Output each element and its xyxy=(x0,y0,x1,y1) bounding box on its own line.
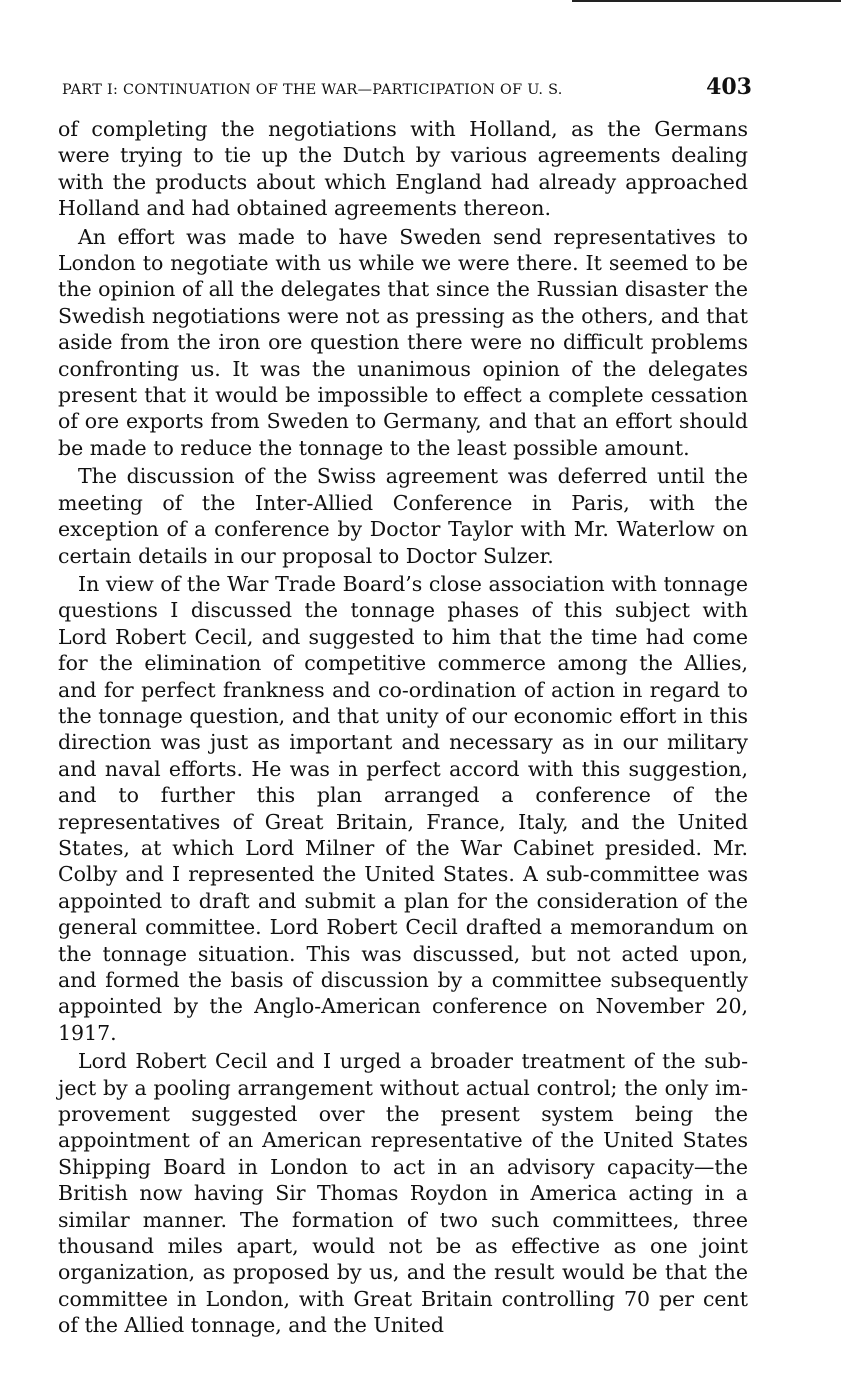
running-head xyxy=(62,74,752,100)
top-edge-rule xyxy=(572,0,841,2)
paragraph-tonnage-questions: In view of the War Trade Board’s close association with tonnage questions I discussed the tonnage phases of this subject with Lord Robert Cecil, and suggested to him that the time had come for the elimination of competitive commerce among the Allies, and for perfect frankness and co-ordination of action in regard to the tonnage question, and that unity of our economic effort in this direction was just as important and necessary as in our military and naval efforts. He was in perfect accord with this suggestion, and to further this plan arranged a conference of the representatives of Great Britain, France, Italy, and the United States, at which Lord Milner of the War Cabinet presided. Mr. Colby and I represented the United States. A sub-committee was appointed to draft and submit a plan for the consideration of the general committee. Lord Robert Cecil drafted a memorandum on the tonnage situation. This was discussed, but not acted upon, and formed the basis of discussion by a committee subsequently appointed by the Anglo-American conference on November 20, 1917. xyxy=(58,571,748,1045)
paragraph-swiss-agreement: The discussion of the Swiss agreement was deferred until the meeting of the Inter-Allied Conference in Paris, with the exception of a conference by Doctor Taylor with Mr. Waterlow on certain details in our proposal to Doctor Sulzer. xyxy=(58,464,748,568)
page-number: 403 xyxy=(706,74,752,100)
paragraph-pooling-arrangement: Lord Robert Cecil and I urged a broader treatment of the subject by a pooling arrangement without actual control; the only improvement suggested over the present system being the appointment of an American representative of the United States Shipping Board in London to act in an advisory capacity—the British now having Sir Thomas Roydon in America acting in a similar manner. The formation of two such committees, three thousand miles apart, would not be as effective as one joint organization, as proposed by us, and the result would be that the committee in London, with Great Britain controlling 70 per cent of the Allied tonnage, and the United xyxy=(58,1049,748,1338)
running-title: PART I: CONTINUATION OF THE WAR—PARTICIPATION OF U. S. xyxy=(62,82,563,98)
body-text xyxy=(58,116,748,1341)
paragraph-continued: of completing the negotiations with Holland, as the Germans were trying to tie up the Dutch by various agreements dealing with the products about which England had already approached Holland and had obtained agreements thereon. xyxy=(58,117,748,221)
paragraph-sweden: An effort was made to have Sweden send representatives to London to negotiate with us while we were there. It seemed to be the opinion of all the delegates that since the Russian disaster the Swedish negotiations were not as pressing as the others, and that aside from the iron ore question there were no difficult problems confronting us. It was the unanimous opinion of the delegates present that it would be impossible to effect a complete cessation of ore exports from Sweden to Germany, and that an effort should be made to reduce the tonnage to the least possible amount. xyxy=(58,224,748,460)
